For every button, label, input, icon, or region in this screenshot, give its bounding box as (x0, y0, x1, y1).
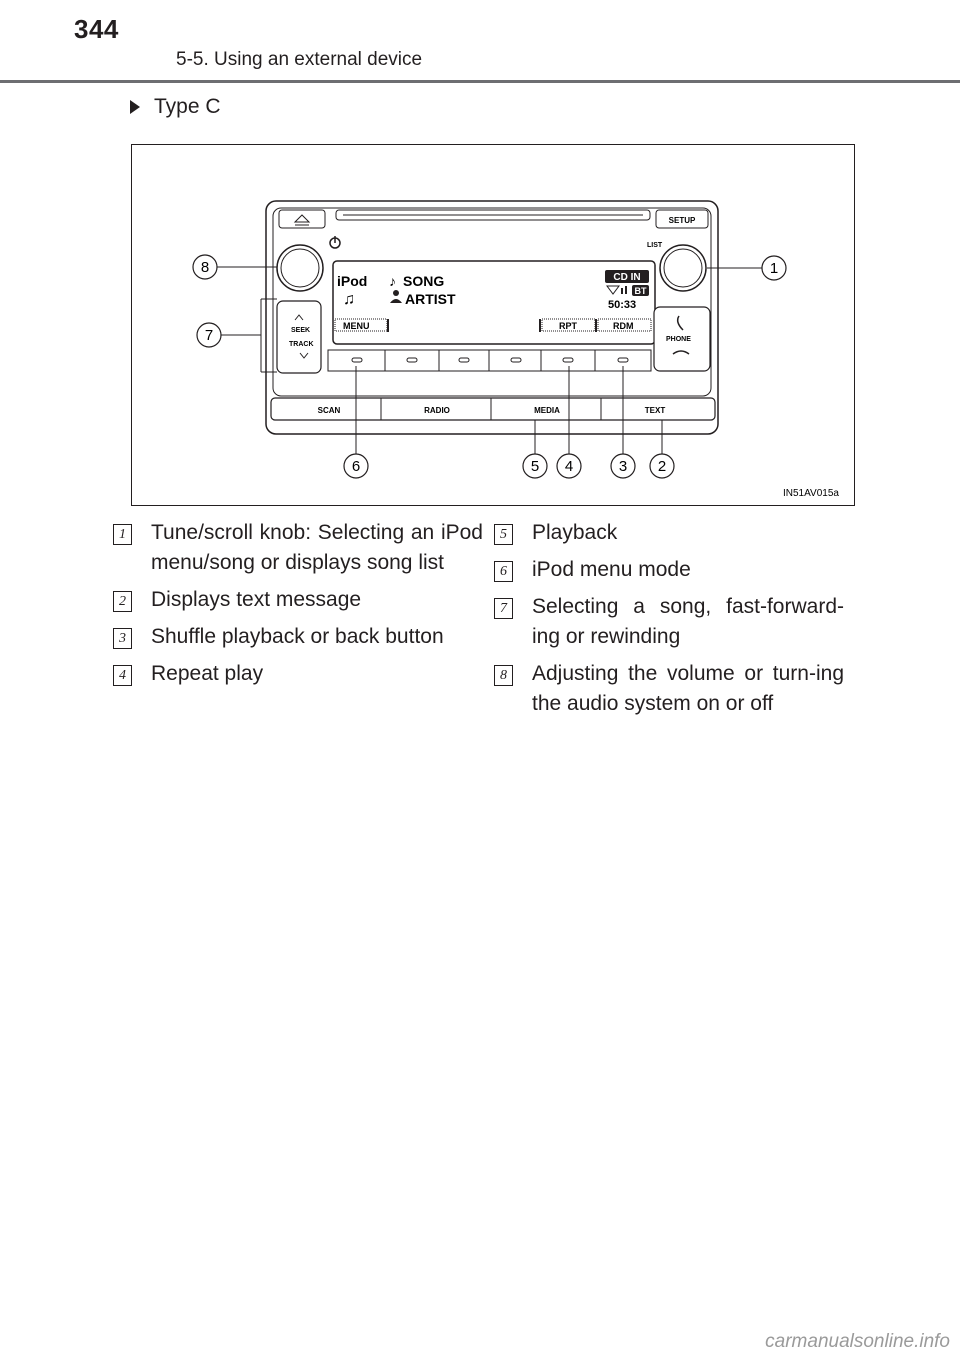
page-header (0, 0, 960, 82)
item-number: 8 (494, 665, 513, 686)
callout-7: 7 (204, 327, 214, 344)
watermark-text: carmanualsonline.info (765, 1331, 950, 1352)
legend-list-left (113, 518, 483, 696)
audio-unit-figure (131, 144, 855, 506)
type-heading (130, 95, 221, 119)
item-number: 6 (494, 561, 513, 582)
callout-6: 6 (351, 458, 361, 475)
triangle-bullet-icon (130, 100, 140, 114)
item-number: 1 (113, 524, 132, 545)
badge-cd-in: CD IN (613, 272, 641, 283)
scan-label: SCAN (317, 406, 341, 415)
radio-label: RADIO (424, 406, 450, 415)
callout-3: 3 (618, 458, 628, 475)
volume-knob (277, 245, 323, 291)
callout-2: 2 (657, 458, 667, 475)
media-label: MEDIA (534, 406, 560, 415)
type-heading-label: Type C (154, 95, 221, 118)
list-item (494, 659, 844, 719)
seek-label: SEEK (291, 327, 311, 334)
list-item (113, 659, 483, 689)
item-text: iPod menu mode (532, 558, 691, 581)
item-text: Selecting a song, fast-forward-ing or rewinding (532, 595, 844, 648)
list-item (113, 585, 483, 615)
page-number: 344 (74, 14, 119, 44)
item-text: Tune/scroll knob: Selecting an iPod menu/song or displays song list (151, 521, 483, 574)
display-source: iPod (337, 273, 368, 289)
tune-scroll-knob (660, 245, 706, 291)
item-number: 2 (113, 591, 132, 612)
person-icon (393, 290, 399, 296)
list-item (113, 518, 483, 578)
phone-label: PHONE (666, 336, 691, 343)
item-text: Shuffle playback or back button (151, 625, 444, 648)
callout-1: 1 (769, 260, 779, 277)
display-time: 50:33 (608, 299, 637, 311)
list-label: LIST (647, 242, 663, 249)
legend-list-right (494, 518, 844, 726)
item-number: 7 (494, 598, 513, 619)
audio-unit-illustration (131, 144, 855, 506)
callout-4: 4 (564, 458, 574, 475)
list-item (494, 518, 844, 548)
callout-5: 5 (530, 458, 540, 475)
seek-track-button (277, 301, 321, 373)
track-label: TRACK (289, 341, 314, 348)
setup-label: SETUP (668, 216, 696, 225)
header-rule (0, 80, 960, 83)
badge-bt: BT (634, 286, 647, 296)
list-item (113, 622, 483, 652)
display-rpt: RPT (559, 321, 577, 331)
item-text: Playback (532, 521, 618, 544)
item-text: Adjusting the volume or turn-ing the audio system on or off (532, 662, 844, 715)
item-number: 4 (113, 665, 132, 686)
item-number: 3 (113, 628, 132, 649)
music-icon: ♫ (343, 291, 355, 308)
display-menu: MENU (343, 321, 370, 331)
figure-code: IN51AV015a (783, 488, 839, 499)
item-number: 5 (494, 524, 513, 545)
note-icon: ♪ (389, 273, 396, 289)
display-song: SONG (403, 273, 445, 289)
display-artist: ARTIST (405, 291, 456, 307)
callout-8: 8 (200, 259, 210, 276)
display-rdm: RDM (613, 321, 634, 331)
item-text: Displays text message (151, 588, 362, 611)
list-item (494, 592, 844, 652)
section-title: 5-5. Using an external device (176, 49, 423, 70)
item-text: Repeat play (151, 662, 264, 685)
text-label: TEXT (644, 406, 666, 415)
list-item (494, 555, 844, 585)
